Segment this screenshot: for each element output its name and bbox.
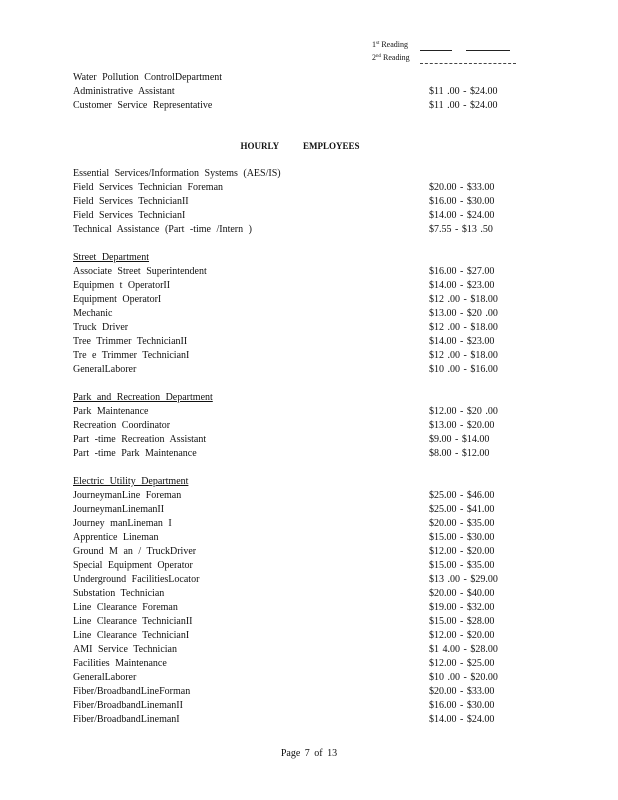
pay-range: $10 .00 - $16.00 xyxy=(429,364,498,375)
position-row xyxy=(73,573,513,587)
second-reading-label: 2nd Reading xyxy=(372,53,410,62)
position-title: Line Clearance TechnicianI xyxy=(73,630,190,641)
position-row xyxy=(73,671,513,685)
section-aes xyxy=(73,181,513,237)
position-title: Fiber/BroadbandLinemanI xyxy=(73,714,180,725)
section-title-park: Park and Recreation Department xyxy=(73,392,213,403)
position-row xyxy=(73,517,513,531)
position-row xyxy=(73,99,513,113)
position-title: Equipmen t OperatorII xyxy=(73,280,171,291)
first-reading-label: 1st Reading xyxy=(372,40,409,49)
position-title: GeneralLaborer xyxy=(73,672,137,683)
pay-range: $14.00 - $23.00 xyxy=(429,280,495,291)
position-title: Administrative Assistant xyxy=(73,86,175,97)
position-title: Truck Driver xyxy=(73,322,129,333)
position-title: Part -time Recreation Assistant xyxy=(73,434,207,445)
position-title: Equipment OperatorI xyxy=(73,294,162,305)
pay-range: $12.00 - $20 .00 xyxy=(429,406,498,417)
pay-range: $9.00 - $14.00 xyxy=(429,434,490,445)
section-street xyxy=(73,265,513,377)
position-title: Mechanic xyxy=(73,308,113,319)
pay-range: $14.00 - $24.00 xyxy=(429,210,495,221)
position-row xyxy=(73,601,513,615)
position-title: Special Equipment Operator xyxy=(73,560,193,571)
pay-range: $13.00 - $20 .00 xyxy=(429,308,498,319)
position-row xyxy=(73,279,513,293)
first-reading-blank-a xyxy=(420,42,452,51)
position-row xyxy=(73,489,513,503)
pay-range: $11 .00 - $24.00 xyxy=(429,100,498,111)
position-row xyxy=(73,713,513,727)
position-row xyxy=(73,615,513,629)
position-row xyxy=(73,321,513,335)
position-title: Park Maintenance xyxy=(73,406,149,417)
pay-range: $20.00 - $35.00 xyxy=(429,518,495,529)
position-row xyxy=(73,363,513,377)
pay-range: $15.00 - $30.00 xyxy=(429,532,495,543)
pay-range: $25.00 - $41.00 xyxy=(429,504,495,515)
pay-range: $15.00 - $28.00 xyxy=(429,616,495,627)
position-title: Ground M an / TruckDriver xyxy=(73,546,197,557)
position-title: Fiber/BroadbandLineForman xyxy=(73,686,191,697)
pay-range: $13.00 - $20.00 xyxy=(429,420,495,431)
position-row xyxy=(73,559,513,573)
position-title: Fiber/BroadbandLinemanII xyxy=(73,700,183,711)
position-row xyxy=(73,685,513,699)
position-row xyxy=(73,181,513,195)
position-row xyxy=(73,587,513,601)
pay-range: $8.00 - $12.00 xyxy=(429,448,490,459)
position-title: GeneralLaborer xyxy=(73,364,137,375)
position-row xyxy=(73,293,513,307)
position-row xyxy=(73,419,513,433)
first-reading-row xyxy=(372,38,516,51)
pay-range: $19.00 - $32.00 xyxy=(429,602,495,613)
position-row xyxy=(73,405,513,419)
position-title: Line Clearance TechnicianII xyxy=(73,616,193,627)
position-title: AMI Service Technician xyxy=(73,644,177,655)
pay-range: $14.00 - $24.00 xyxy=(429,714,495,725)
position-title: JourneymanLine Foreman xyxy=(73,490,182,501)
position-row xyxy=(73,307,513,321)
position-title: Technical Assistance (Part -time /Intern ) xyxy=(73,224,252,235)
position-row xyxy=(73,447,513,461)
position-title: Line Clearance Foreman xyxy=(73,602,178,613)
position-title: Facilities Maintenance xyxy=(73,658,167,669)
position-title: Associate Street Superintendent xyxy=(73,266,207,277)
position-row xyxy=(73,349,513,363)
position-row xyxy=(73,195,513,209)
position-title: Underground FacilitiesLocator xyxy=(73,574,200,585)
section-title-wpc: Water Pollution ControlDepartment xyxy=(73,72,223,83)
pay-range: $7.55 - $13 .50 xyxy=(429,224,493,235)
position-title: Field Services Technician Foreman xyxy=(73,182,224,193)
pay-range: $1 4.00 - $28.00 xyxy=(429,644,498,655)
pay-range: $13 .00 - $29.00 xyxy=(429,574,498,585)
position-title: Tree Trimmer TechnicianII xyxy=(73,336,188,347)
position-row xyxy=(73,699,513,713)
pay-range: $12.00 - $25.00 xyxy=(429,658,495,669)
pay-range: $11 .00 - $24.00 xyxy=(429,86,498,97)
position-title: Field Services TechnicianII xyxy=(73,196,189,207)
document-body xyxy=(73,71,513,727)
pay-range: $15.00 - $35.00 xyxy=(429,560,495,571)
second-reading-blank xyxy=(420,55,516,64)
position-title: Recreation Coordinator xyxy=(73,420,171,431)
pay-range: $12 .00 - $18.00 xyxy=(429,322,498,333)
hourly-employees-heading: HOURLY EMPLOYEES xyxy=(240,141,360,151)
position-row xyxy=(73,265,513,279)
section-title-electric: Electric Utility Department xyxy=(73,476,189,487)
pay-range: $16.00 - $30.00 xyxy=(429,700,495,711)
position-row xyxy=(73,335,513,349)
pay-range: $12 .00 - $18.00 xyxy=(429,294,498,305)
pay-range: $20.00 - $33.00 xyxy=(429,686,495,697)
position-row xyxy=(73,531,513,545)
reading-block xyxy=(372,38,516,64)
pay-range: $16.00 - $30.00 xyxy=(429,196,495,207)
position-row xyxy=(73,657,513,671)
position-title: Journey manLineman I xyxy=(73,518,172,529)
position-title: Tre e Trimmer TechnicianI xyxy=(73,350,190,361)
section-park xyxy=(73,405,513,461)
position-title: Customer Service Representative xyxy=(73,100,213,111)
position-row xyxy=(73,545,513,559)
section-wpc xyxy=(73,85,513,113)
position-row xyxy=(73,629,513,643)
position-row xyxy=(73,85,513,99)
first-reading-blank-b xyxy=(466,42,510,51)
pay-range: $14.00 - $23.00 xyxy=(429,336,495,347)
position-title: Part -time Park Maintenance xyxy=(73,448,197,459)
position-row xyxy=(73,433,513,447)
pay-range: $20.00 - $40.00 xyxy=(429,588,495,599)
pay-range: $16.00 - $27.00 xyxy=(429,266,495,277)
pay-range: $25.00 - $46.00 xyxy=(429,490,495,501)
pay-range: $12.00 - $20.00 xyxy=(429,546,495,557)
position-title: Field Services TechnicianI xyxy=(73,210,186,221)
pay-range: $12 .00 - $18.00 xyxy=(429,350,498,361)
pay-range: $20.00 - $33.00 xyxy=(429,182,495,193)
position-row xyxy=(73,503,513,517)
position-title: Substation Technician xyxy=(73,588,165,599)
page-footer: Page 7 of 13 xyxy=(280,748,338,759)
second-reading-row xyxy=(372,51,516,64)
position-row xyxy=(73,223,513,237)
position-title: Apprentice Lineman xyxy=(73,532,159,543)
position-row xyxy=(73,643,513,657)
section-electric xyxy=(73,489,513,727)
section-title-street: Street Department xyxy=(73,252,150,263)
position-row xyxy=(73,209,513,223)
pay-range: $12.00 - $20.00 xyxy=(429,630,495,641)
position-title: JourneymanLinemanII xyxy=(73,504,165,515)
pay-range: $10 .00 - $20.00 xyxy=(429,672,498,683)
section-title-aes: Essential Services/Information Systems (AES/IS) xyxy=(73,168,281,179)
